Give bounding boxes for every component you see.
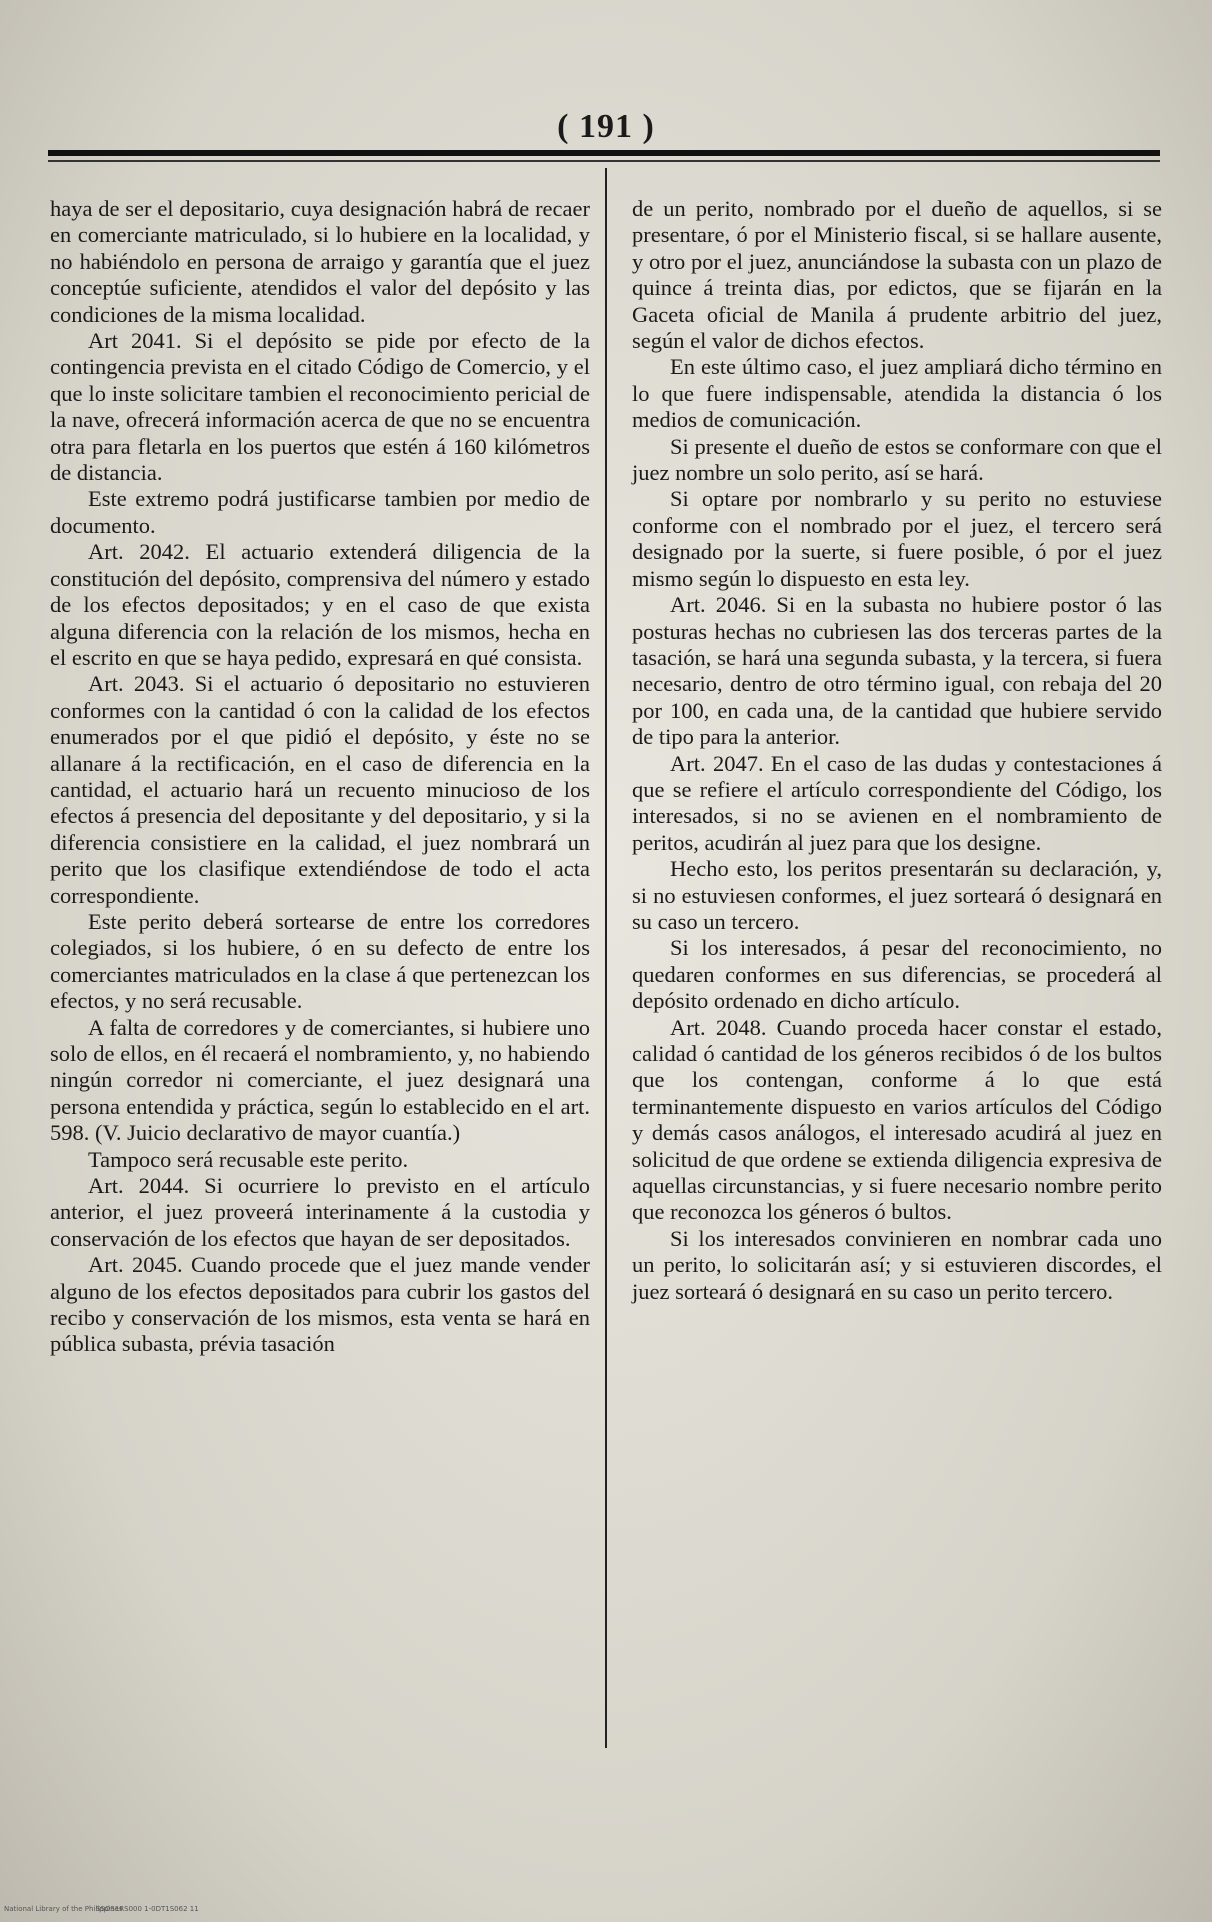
- paragraph: Hecho esto, los peritos presentarán su declaración, y, si no estuviesen conformes, el juez sorteará ó designará en su caso un tercero.: [632, 856, 1162, 934]
- paragraph: Este perito deberá sortearse de entre los corredores colegiados, si los hubiere, ó en su defecto de entre los comerciantes matriculados en la clase á que pertenezcan los efectos, y no será recusable.: [50, 908, 590, 1014]
- paragraph: Art. 2047. En el caso de las dudas y contestaciones á que se refiere el artículo correspondiente del Código, los interesados, si no se avienen en el nombramiento de peritos, acudirán al juez para que los designe.: [632, 750, 1162, 855]
- paragraph: Si los interesados convinieren en nombrar cada uno un perito, lo solicitarán así; y si estuvieren discordes, el juez sorteará ó designará en su caso un perito tercero.: [632, 1225, 1162, 1304]
- footer-library: National Library of the Philippines: [4, 1905, 123, 1913]
- paragraph: Este extremo podrá justificarse tambien por medio de documento.: [50, 486, 590, 538]
- right-column: [632, 196, 1162, 1305]
- paragraph: Art. 2042. El actuario extenderá diligencia de la constitución del depósito, comprensiva del número y estado de los efectos depositados; y en el caso de que exista alguna diferencia con la relación de los mismos, hecha en el escrito en que se haya pedido, expresará en qué consista.: [50, 539, 590, 670]
- paragraph: Si los interesados, á pesar del reconocimiento, no quedaren conformes en sus diferencias, se procederá al depósito ordenado en dicho artículo.: [632, 935, 1162, 1014]
- paragraph: Art. 2048. Cuando proceda hacer constar el estado, calidad ó cantidad de los géneros recibidos ó de los bultos que los contengan, conforme á lo que está terminantemente dispuesto en varios artículos del Código y demás casos análogos, el interesado acudirá al juez en solicitud de que ordene se extienda diligencia expresiva de aquellas circunstancias, y si fuere necesario nombre perito que reconozca los géneros ó bultos.: [632, 1014, 1162, 1225]
- column-divider: [605, 168, 607, 1748]
- paragraph: Si optare por nombrarlo y su perito no estuviese conforme con el nombrado por el juez, el tercero será designado por la suerte, si fuere posible, ó por el juez mismo según lo dispuesto en esta ley.: [632, 486, 1162, 591]
- paragraph: En este último caso, el juez ampliará dicho término en lo que fuere indispensable, atendida la distancia ó los medios de comunicación.: [632, 354, 1162, 433]
- footer-code: SSOS1RS000 1-0DT1S062 11: [96, 1905, 199, 1913]
- paragraph: Tampoco será recusable este perito.: [88, 1146, 409, 1172]
- paragraph: Art. 2043. Si el actuario ó depositario no estuvieren conformes con la cantidad ó con la calidad de los efectos enumerados por el que pidió el depósito, y éste no se allanare á la rectificación, en el caso de diferencia en la cantidad, el actuario hará un recuento minucioso de los efectos á presencia del depositante y del depositario, y si la diferencia consistiere en la calidad, el juez nombrará un perito que los clasifique extendiéndose de todo el acta correspondiente.: [50, 671, 590, 908]
- paragraph: A falta de corredores y de comerciantes, si hubiere uno solo de ellos, en él recaerá el nombramiento, y, no habiendo ningún corredor ni comerciante, el juez designará una persona entendida y práctica, según lo establecido en el art. 598. (V. Juicio declarativo de mayor cuantía.): [50, 1014, 590, 1146]
- paragraph: Si presente el dueño de estos se conformare con que el juez nombre un solo perito, así se hará.: [632, 433, 1162, 486]
- paragraph: de un perito, nombrado por el dueño de aquellos, si se presentare, ó por el Ministerio fiscal, si se hallare ausente, y otro por el juez, anunciándose la subasta con un plazo de quince á treinta dias, por edictos, que se fijarán en la Gaceta oficial de Manila á prudente arbitrio del juez, según el valor de dichos efectos.: [632, 196, 1162, 354]
- paragraph: haya de ser el depositario, cuya designación habrá de recaer en comerciante matriculado, si lo hubiere en la localidad, y no habiéndolo en persona de arraigo y garantía que el juez conceptúe suficiente, atendidos el valor del depósito y las condiciones de la misma localidad.: [50, 196, 590, 327]
- paragraph: Art. 2046. Si en la subasta no hubiere postor ó las posturas hechas no cubriesen las dos terceras partes de la tasación, se hará una segunda subasta, y la tercera, si fuera necesario, dentro de otro término igual, con rebaja del 20 por 100, en cada una, de la cantidad que hubiere servido de tipo para la anterior.: [632, 592, 1162, 750]
- left-column: [50, 196, 590, 1358]
- page-number: ( 191 ): [557, 108, 655, 145]
- header-rule: [48, 150, 1160, 156]
- paragraph: Art 2041. Si el depósito se pide por efecto de la contingencia prevista en el citado Código de Comercio, y el que lo inste solicitare tambien el reconocimiento pericial de la nave, ofrecerá información acerca de que no se encuentra otra para fletarla en los puertos que estén á 160 kilómetros de distancia.: [50, 328, 590, 486]
- header-rule-thin: [48, 160, 1160, 162]
- paragraph: Art. 2044. Si ocurriere lo previsto en el artículo anterior, el juez proveerá interinamente á la custodia y conservación de los efectos que hayan de ser depositados.: [50, 1173, 590, 1251]
- paragraph: Art. 2045. Cuando procede que el juez mande vender alguno de los efectos depositados para cubrir los gastos del recibo y conservación de los mismos, esta venta se hará en pública subasta, prévia tasación: [50, 1252, 590, 1357]
